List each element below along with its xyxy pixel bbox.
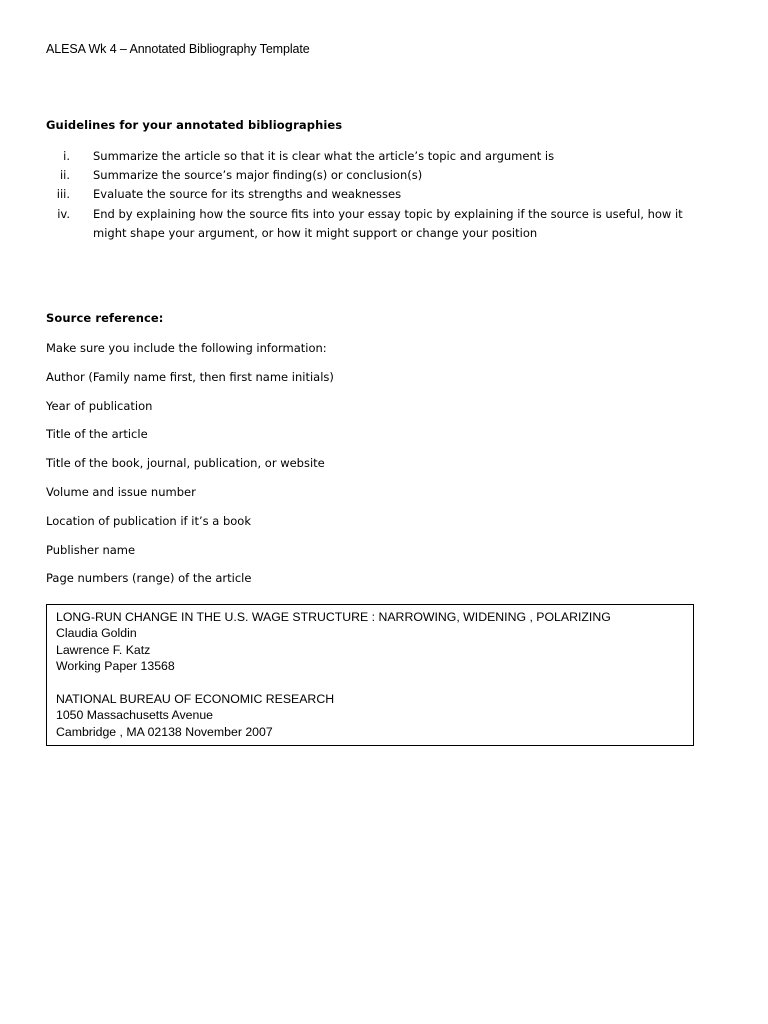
reference-box — [46, 604, 694, 746]
info-line: Title of the article — [46, 427, 148, 442]
reference-paper-number: Working Paper 13568 — [56, 659, 175, 674]
reference-publisher: NATIONAL BUREAU OF ECONOMIC RESEARCH — [56, 692, 335, 707]
reference-author: Lawrence F. Katz — [56, 642, 151, 657]
list-item-text: Summarize the article so that it is clear what the article’s topic and argument is — [93, 149, 555, 163]
list-numeral: ii. — [59, 168, 70, 183]
list-item — [46, 205, 726, 243]
info-line: Volume and issue number — [46, 484, 196, 499]
info-line: Author (Family name first, then first name initials) — [46, 369, 334, 384]
list-item — [46, 147, 726, 166]
source-info-list — [46, 339, 334, 598]
source-reference-heading: Source reference: — [46, 311, 164, 325]
info-line: Location of publication if it’s a book — [46, 513, 252, 528]
info-line: Publisher name — [46, 542, 136, 557]
document-header: ALESA Wk 4 – Annotated Bibliography Template — [46, 42, 310, 56]
guidelines-list — [46, 147, 726, 243]
list-item-text: End by explaining how the source fits into your essay topic by explaining if the source is useful, how it might shape your argument, or how it might support or change your position — [93, 206, 683, 240]
list-numeral: iv. — [57, 206, 70, 221]
info-line: Page numbers (range) of the article — [46, 571, 252, 586]
list-numeral: iii. — [56, 187, 70, 202]
info-line: Year of publication — [46, 398, 153, 413]
list-numeral: i. — [63, 149, 70, 163]
list-item-text: Evaluate the source for its strengths and weaknesses — [93, 187, 402, 202]
list-item — [46, 185, 726, 204]
reference-author: Claudia Goldin — [56, 626, 137, 641]
info-line: Make sure you include the following information: — [46, 341, 327, 355]
guidelines-heading: Guidelines for your annotated bibliographies — [46, 118, 343, 132]
info-line: Title of the book, journal, publication, or website — [46, 456, 325, 471]
reference-title: LONG-RUN CHANGE IN THE U.S. WAGE STRUCTURE : NARROWING, WIDENING , POLARIZING — [56, 610, 611, 624]
reference-address: 1050 Massachusetts Avenue — [56, 708, 214, 723]
list-item — [46, 166, 726, 185]
reference-city-date: Cambridge , MA 02138 November 2007 — [56, 724, 273, 739]
reference-spacer — [56, 675, 693, 691]
list-item-text: Summarize the source’s major finding(s) or conclusion(s) — [93, 168, 423, 183]
